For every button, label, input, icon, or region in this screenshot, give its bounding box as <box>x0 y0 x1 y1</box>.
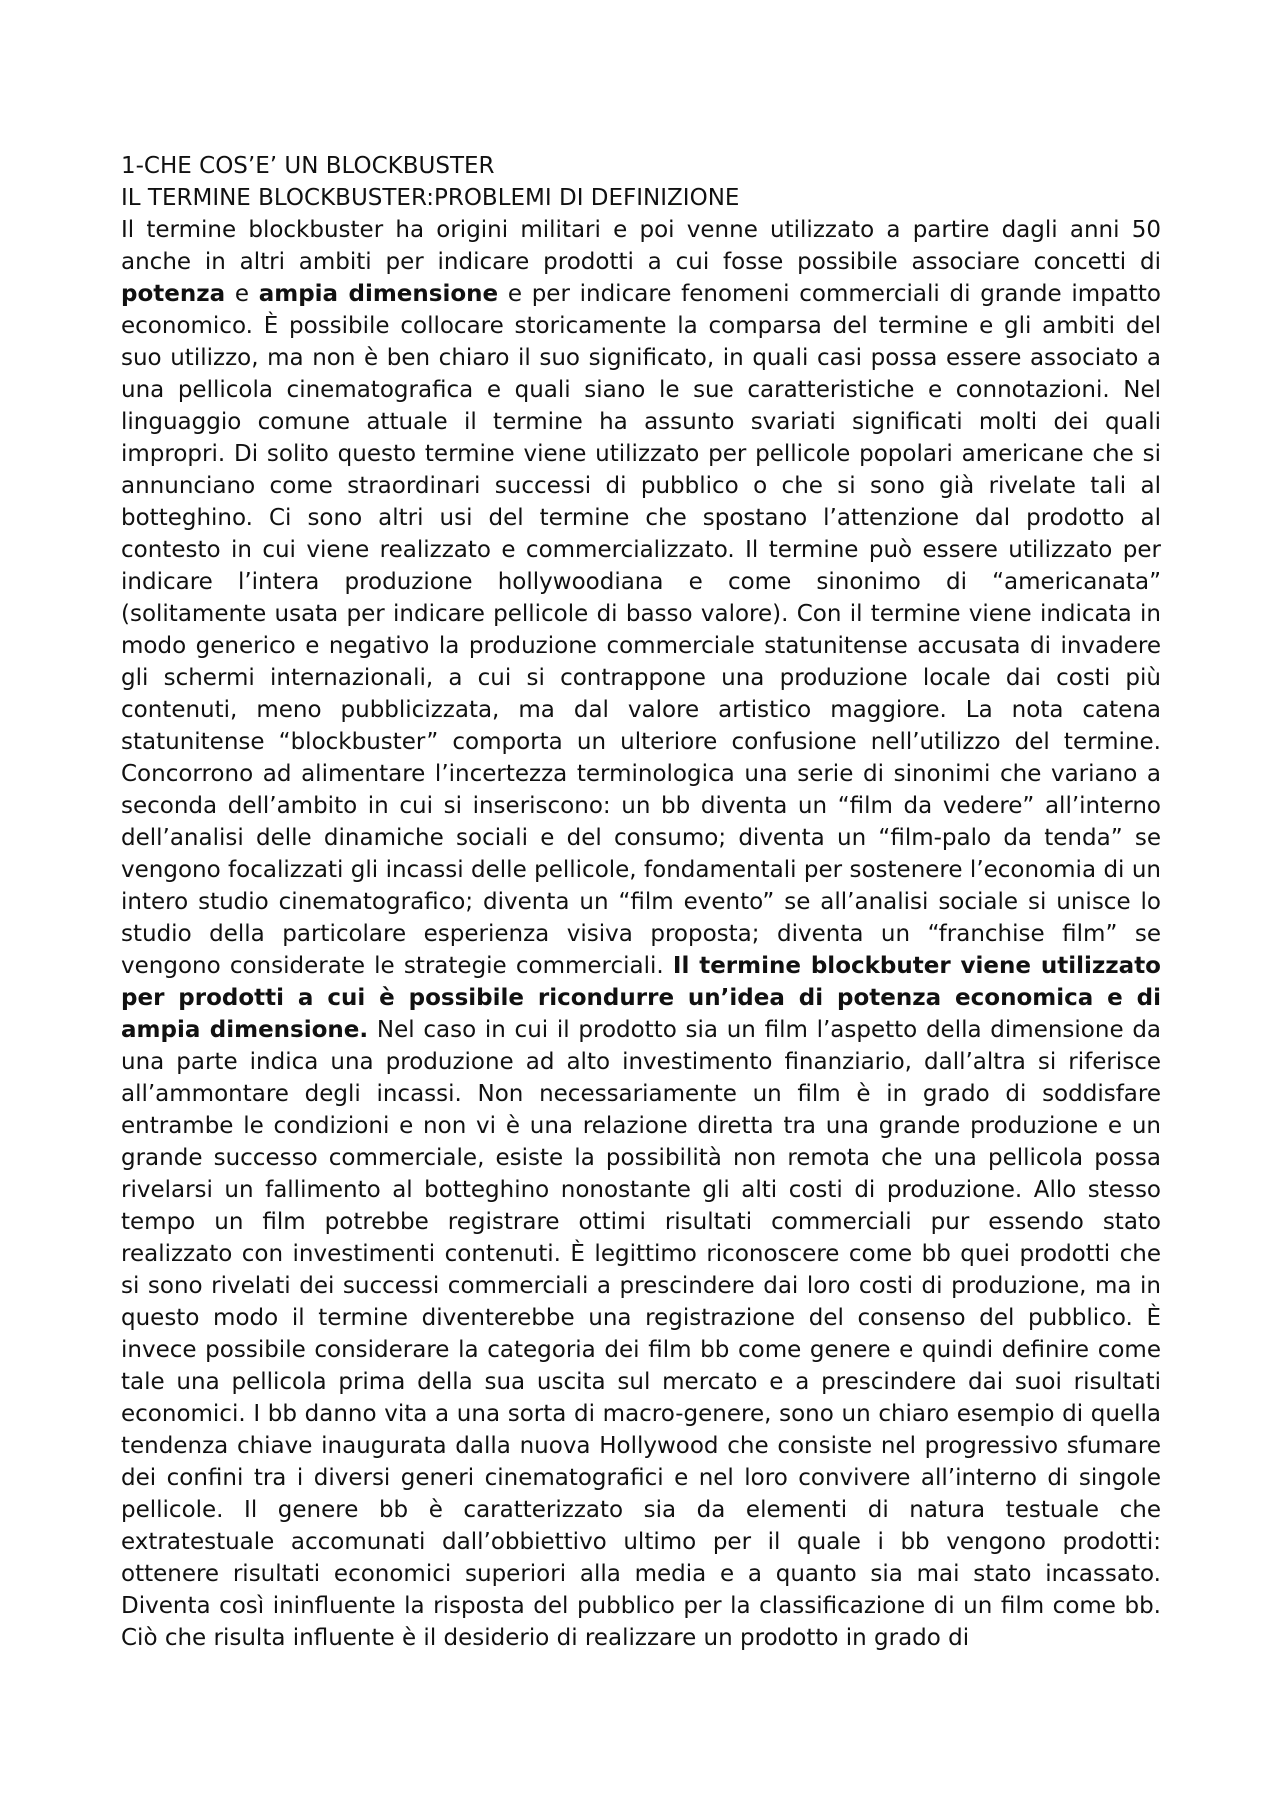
text-run: Nel caso in cui il prodotto sia un film l’aspetto della dimensione da una parte indica una produzione ad alto investimento finanziario, dall’altra si riferisce all’ammontare degli incassi. Non necessariamente un film è in grado di soddisfare entrambe le condizioni e non vi è una relazione diretta tra una grande produzione e un grande successo commerciale, esiste la possibilità non remota che una pellicola possa rivelarsi un fallimento al botteghino nonostante gli alti costi di produzione. Allo stesso tempo un film potrebbe registrare ottimi risultati commerciali pur essendo stato realizzato con investimenti contenuti. È legittimo riconoscere come bb quei prodotti che si sono rivelati dei successi commerciali a prescindere dai loro costi di produzione, ma in questo modo il termine diventerebbe una registrazione del consenso del pubblico. È invece possibile considerare la categoria dei film bb come genere e quindi definire come tale una pellicola prima della sua uscita sul mercato e a prescindere dai suoi risultati economici. I bb danno vita a una sorta di macro-genere, sono un chiaro esempio di quella tendenza chiave inaugurata dalla nuova Hollywood che consiste nel progressivo sfumare dei confini tra i diversi generi cinematografici e nel loro convivere all’interno di singole pellicole. Il genere bb è caratterizzato sia da elementi di natura testuale che extratestuale accomunati dall’obbiettivo ultimo per il quale i bb vengono prodotti: ottenere risultati economici superiori alla media e a quanto sia mai stato incassato. Diventa così ininfluente la risposta del pubblico per la classificazione di un film come bb. Ciò che risulta influente è il desiderio di realizzare un prodotto in grado di <box>121 1017 1162 1651</box>
text-run: e <box>225 281 259 307</box>
bold-term-potenza: potenza <box>121 281 226 307</box>
bold-term-ampia-dimensione: ampia dimensione <box>258 281 499 307</box>
text-run: e per indicare fenomeni commerciali di grande impatto economico. È possibile collocare storicamente la comparsa del termine e gli ambiti del suo utilizzo, ma non è ben chiaro il suo significato, in quali casi possa essere associato a una pellicola cinematografica e quali siano le sue caratteristiche e connotazioni. Nel linguaggio comune attuale il termine ha assunto svariati significati molti dei quali impropri. Di solito questo termine viene utilizzato per pellicole popolari americane che si annunciano come straordinari successi di pubblico o che si sono già rivelate tali al botteghino. Ci sono altri usi del termine che spostano l’attenzione dal prodotto al contesto in cui viene realizzato e commercializzato. Il termine può essere utilizzato per indicare l’intera produzione hollywoodiana e come sinonimo di “americanata” (solitamente usata per indicare pellicole di basso valore). Con il termine viene indicata in modo generico e negativo la produzione commerciale statunitense accusata di invadere gli schermi internazionali, a cui si contrappone una produzione locale dai costi più contenuti, meno pubblicizzata, ma dal valore artistico maggiore. La nota catena statunitense “blockbuster” comporta un ulteriore confusione nell’utilizzo del termine. Concorrono ad alimentare l’incertezza terminologica una serie di sinonimi che variano a seconda dell’ambito in cui si inseriscono: un bb diventa un “film da vedere” all’interno dell’analisi delle dinamiche sociali e del consumo; diventa un “film-palo da tenda” se vengono focalizzati gli incassi delle pellicole, fondamentali per sostenere l’economia di un intero studio cinematografico; diventa un “film evento” se all’analisi sociale si unisce lo studio della particolare esperienza visiva proposta; diventa un “franchise film” se vengono considerate le strategie commerciali. <box>121 281 1161 979</box>
document-title: 1-CHE COS’E’ UN BLOCKBUSTER <box>121 153 495 179</box>
text-run: Il termine blockbuster ha origini militari e poi venne utilizzato a partire dagli anni 50 anche in altri ambiti per indicare prodotti a cui fosse possibile associare concetti di <box>121 217 1161 275</box>
body-paragraph <box>121 214 1161 1654</box>
bold-definition-sentence: Il termine blockbuter viene utilizzato per prodotti a cui è possibile ricondurre un’idea di potenza economica e di ampia dimensione. <box>121 953 1161 1043</box>
document-page <box>121 150 1161 1654</box>
document-subtitle: IL TERMINE BLOCKBUSTER:PROBLEMI DI DEFINIZIONE <box>121 185 740 211</box>
